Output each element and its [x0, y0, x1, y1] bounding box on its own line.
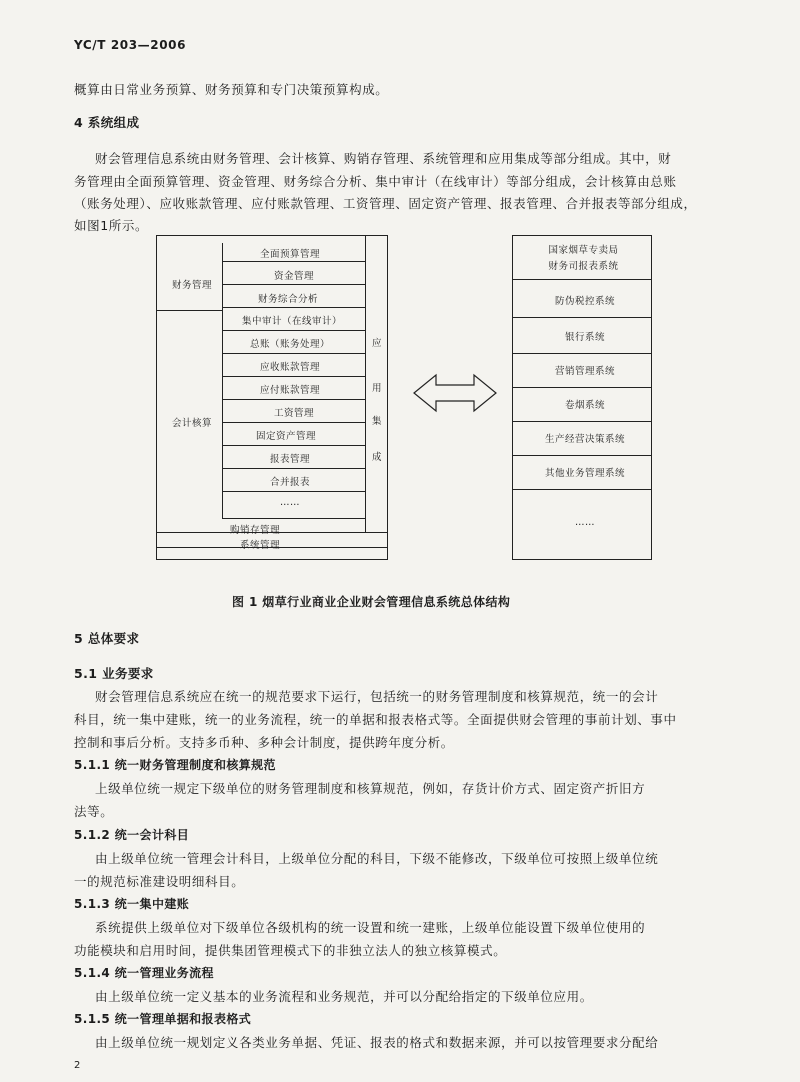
external-system: 卷烟系统: [564, 400, 605, 411]
finance-item: 财务综合分析: [258, 294, 319, 305]
section-4-para-line: 务管理由全面预算管理、资金管理、财务综合分析、集中审计（在线审计）等部分组成，会计核算由总账: [74, 174, 677, 189]
double-arrow-icon: [412, 373, 498, 413]
para-line: 一的规范标准建设明细科目。: [74, 874, 245, 889]
system-management: 系统管理: [240, 540, 281, 551]
section-5-1-4-heading: 5.1.4 统一管理业务流程: [74, 966, 214, 980]
finance-item: 资金管理: [274, 271, 315, 282]
section-5-1-3-heading: 5.1.3 统一集中建账: [74, 897, 190, 911]
external-system: 银行系统: [564, 332, 605, 343]
external-system: ……: [575, 517, 595, 528]
architecture-diagram: [150, 235, 660, 565]
para-line: 由上级单位统一定义基本的业务流程和业务规范，并可以分配给指定的下级单位应用。: [95, 989, 593, 1004]
integration-char: 成: [372, 452, 383, 463]
para-line: 由上级单位统一规划定义各类业务单据、凭证、报表的格式和数据来源，并可以按管理要求分配给: [95, 1035, 659, 1050]
finance-item: 全面预算管理: [260, 249, 321, 260]
integration-char: 用: [372, 383, 383, 394]
purchase-sales-inventory: 购销存管理: [230, 525, 281, 536]
section-4-para-line: 如图1所示。: [74, 218, 149, 233]
figure-caption: 图 1 烟草行业商业企业财会管理信息系统总体结构: [232, 595, 511, 609]
accounting-item: 合并报表: [270, 477, 311, 488]
accounting-item: 总账（账务处理）: [250, 339, 331, 350]
group-label-accounting: 会计核算: [172, 418, 213, 429]
section-4-para-line: （账务处理）、应收账款管理、应付账款管理、工资管理、固定资产管理、报表管理、合并报表等部分组成，: [74, 196, 697, 211]
external-system: 营销管理系统: [554, 366, 615, 377]
para-line: 功能模块和启用时间，提供集团管理模式下的非独立法人的独立核算模式。: [74, 943, 507, 958]
integration-char: 应: [372, 338, 383, 349]
section-5-1-heading: 5.1 业务要求: [74, 666, 154, 681]
section-4-heading: 4 系统组成: [74, 115, 140, 130]
para-line: 控制和事后分析。支持多币种、多种会计制度，提供跨年度分析。: [74, 735, 454, 750]
external-system: 其他业务管理系统: [544, 468, 625, 479]
page-number: 2: [74, 1060, 81, 1071]
para-line: 财会管理信息系统应在统一的规范要求下运行，包括统一的财务管理制度和核算规范，统一的会计: [95, 689, 659, 704]
standard-code: YC/T 203—2006: [74, 38, 187, 52]
section-4-para-line: 财会管理信息系统由财务管理、会计核算、购销存管理、系统管理和应用集成等部分组成。其中，财: [95, 151, 672, 166]
accounting-item: 工资管理: [274, 408, 315, 419]
group-label-finance: 财务管理: [172, 280, 213, 291]
para-line: 系统提供上级单位对下级单位各级机构的统一设置和统一建账，上级单位能设置下级单位使用的: [95, 920, 646, 935]
section-5-1-1-heading: 5.1.1 统一财务管理制度和核算规范: [74, 758, 276, 772]
section-5-heading: 5 总体要求: [74, 631, 140, 646]
para-line: 科目，统一集中建账，统一的业务流程，统一的单据和报表格式等。全面提供财会管理的事前计划、事中: [74, 712, 677, 727]
accounting-item: ……: [280, 497, 300, 508]
accounting-item: 报表管理: [270, 454, 311, 465]
section-5-1-5-heading: 5.1.5 统一管理单据和报表格式: [74, 1012, 252, 1026]
external-system: 防伪税控系统: [554, 296, 615, 307]
external-system: 国家烟草专卖局 财务司报表系统: [548, 245, 619, 272]
external-system: 生产经营决策系统: [544, 434, 625, 445]
accounting-item: 应收账款管理: [260, 362, 321, 373]
para-line: 上级单位统一规定下级单位的财务管理制度和核算规范，例如，存货计价方式、固定资产折旧方: [95, 781, 646, 796]
para-line: 由上级单位统一管理会计科目，上级单位分配的科目，下级不能修改，下级单位可按照上级单位统: [95, 851, 659, 866]
accounting-item: 固定资产管理: [256, 431, 317, 442]
integration-char: 集: [372, 416, 383, 427]
accounting-item: 应付账款管理: [260, 385, 321, 396]
finance-item: 集中审计（在线审计）: [242, 316, 343, 327]
para-line: 法等。: [74, 804, 114, 819]
section-5-1-2-heading: 5.1.2 统一会计科目: [74, 828, 190, 842]
intro-line: 概算由日常业务预算、财务预算和专门决策预算构成。: [74, 82, 389, 97]
